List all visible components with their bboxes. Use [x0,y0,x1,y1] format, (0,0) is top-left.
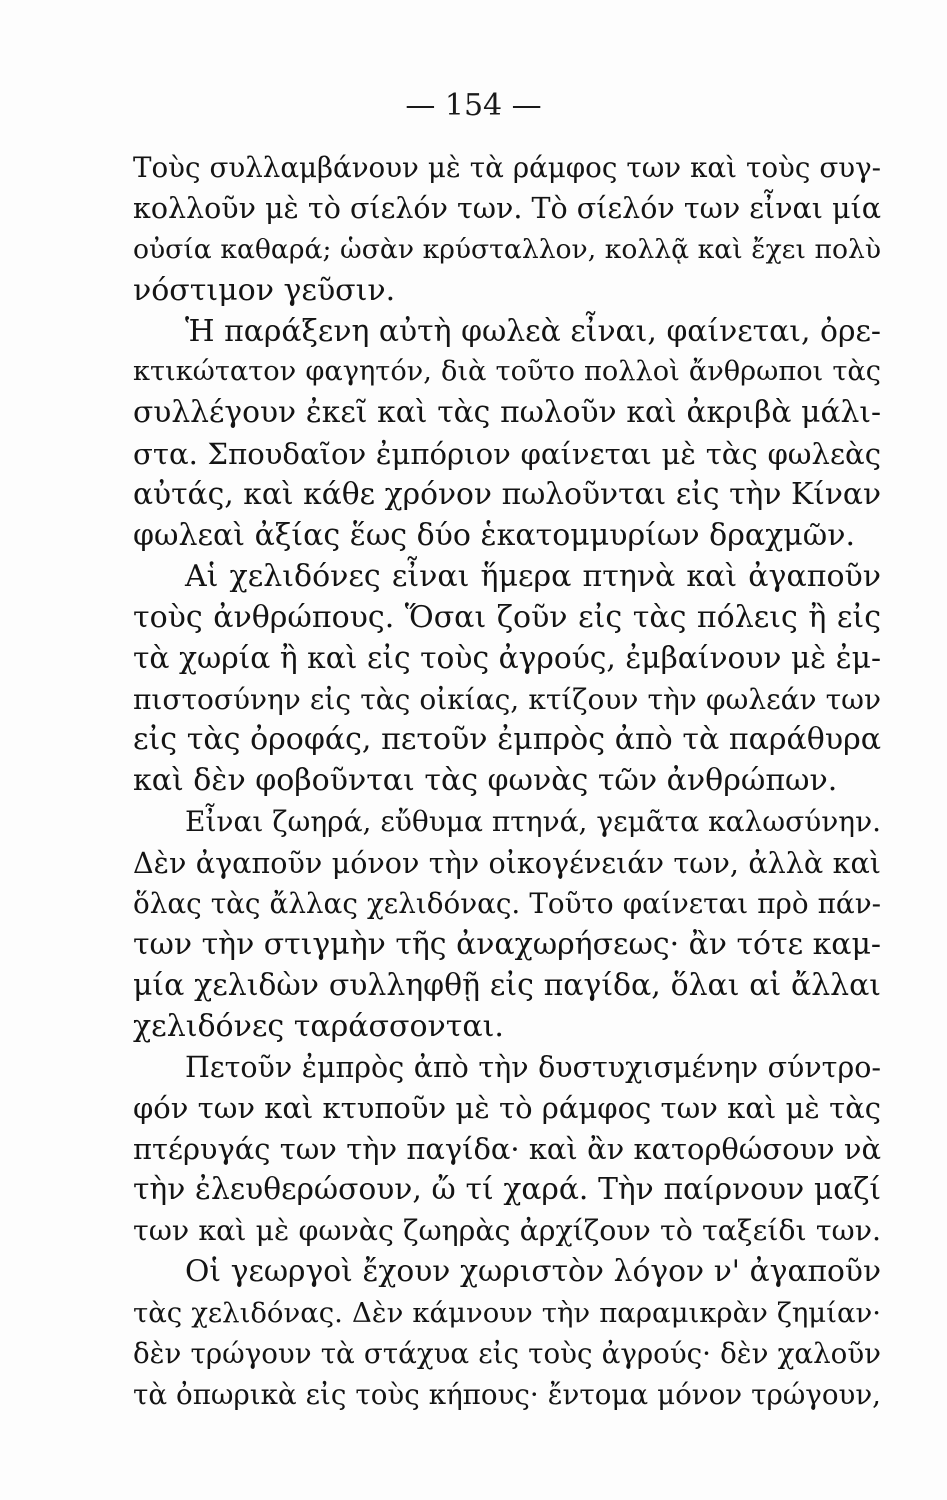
text-line: Οἱ γεωργοὶ ἔχουν χωριστὸν λόγον ν' ἀγαποῦν [185,1254,881,1290]
text-line: τὰ χωρία ἢ καὶ εἰς τοὺς ἀγρούς, ἐμβαίνουν μὲ ἐμ- [133,640,881,676]
text-line: αὐτάς, καὶ κάθε χρόνον πωλοῦνται εἰς τὴν Κίναν [133,477,881,513]
text-line: στα. Σπουδαῖον ἐμπόριον φαίνεται μὲ τὰς φωλεὰς [133,437,881,472]
text-line: Αἱ χελιδόνες εἶναι ἥμερα πτηνὰ καὶ ἀγαποῦν [185,558,881,594]
text-line: νόστιμον γεῦσιν. [133,272,396,308]
text-line: των καὶ μὲ φωνὰς ζωηρὰς ἀρχίζουν τὸ ταξείδι των. [133,1214,881,1248]
text-line: φωλεαὶ ἀξίας ἕως δύο ἑκατομμυρίων δραχμῶν. [133,518,856,554]
text-line: οὐσία καθαρά; ὡσὰν κρύσταλλον, κολλᾷ καὶ ἔχει πολὺ [133,233,881,265]
page-number: — 154 — [405,88,542,123]
text-line: δὲν τρώγουν τὰ στάχυα εἰς τοὺς ἀγρούς· δὲν χαλοῦν [133,1336,881,1370]
text-line: πτέρυγάς των τὴν παγίδα· καὶ ἂν κατορθώσουν νὰ [133,1132,881,1167]
text-line: Τοὺς συλλαμβάνουν μὲ τὰ ράμφος των καὶ τοὺς συγ- [133,151,881,184]
text-line: κτικώτατον φαγητόν, διὰ τοῦτο πολλοὶ ἄνθρωποι τὰς [133,356,881,388]
text-line: κολλοῦν μὲ τὸ σίελόν των. Τὸ σίελόν των εἶναι μία [133,191,881,225]
text-line: τοὺς ἀνθρώπους. Ὅσαι ζοῦν εἰς τὰς πόλεις ἢ εἰς [133,599,881,635]
text-line: τὰ ὀπωρικὰ εἰς τοὺς κήπους· ἔντομα μόνον τρώγουν, [133,1377,881,1411]
body-text [133,148,881,1416]
text-line: Ἡ παράξενη αὐτὴ φωλεὰ εἶναι, φαίνεται, ὀρε- [185,313,881,349]
text-line: ὅλας τὰς ἄλλας χελιδόνας. Τοῦτο φαίνεται πρὸ πάν- [133,887,881,921]
text-line: των τὴν στιγμὴν τῆς ἀναχωρήσεως· ἂν τότε καμ- [133,926,881,962]
text-line: φόν των καὶ κτυποῦν μὲ τὸ ράμφος των καὶ μὲ τὰς [133,1091,881,1126]
text-line: καὶ δὲν φοβοῦνται τὰς φωνὰς τῶν ἀνθρώπων. [133,763,838,799]
text-line: Εἶναι ζωηρά, εὔθυμα πτηνά, γεμᾶτα καλωσύνην. [185,805,881,839]
text-line: Πετοῦν ἐμπρὸς ἀπὸ τὴν δυστυχισμένην σύντρο- [185,1050,881,1084]
text-line: μία χελιδὼν συλληφθῇ εἰς παγίδα, ὅλαι αἱ ἄλλαι [133,967,881,1003]
text-line: τὴν ἐλευθερώσουν, ὤ τί χαρά. Τὴν παίρνουν μαζί [133,1172,881,1208]
text-line: πιστοσύνην εἰς τὰς οἰκίας, κτίζουν τὴν φωλεάν των [133,682,881,716]
text-line: χελιδόνες ταράσσονται. [133,1008,504,1044]
text-line: Δὲν ἀγαποῦν μόνον τὴν οἰκογένειάν των, ἀλλὰ καὶ [133,846,881,881]
text-line: συλλέγουν ἐκεῖ καὶ τὰς πωλοῦν καὶ ἀκριβὰ μάλι- [133,395,881,431]
text-line: εἰς τὰς ὀροφάς, πετοῦν ἐμπρὸς ἀπὸ τὰ παράθυρα [133,722,881,758]
text-line: τὰς χελιδόνας. Δὲν κάμνουν τὴν παραμικρὰν ζημίαν· [133,1296,881,1329]
